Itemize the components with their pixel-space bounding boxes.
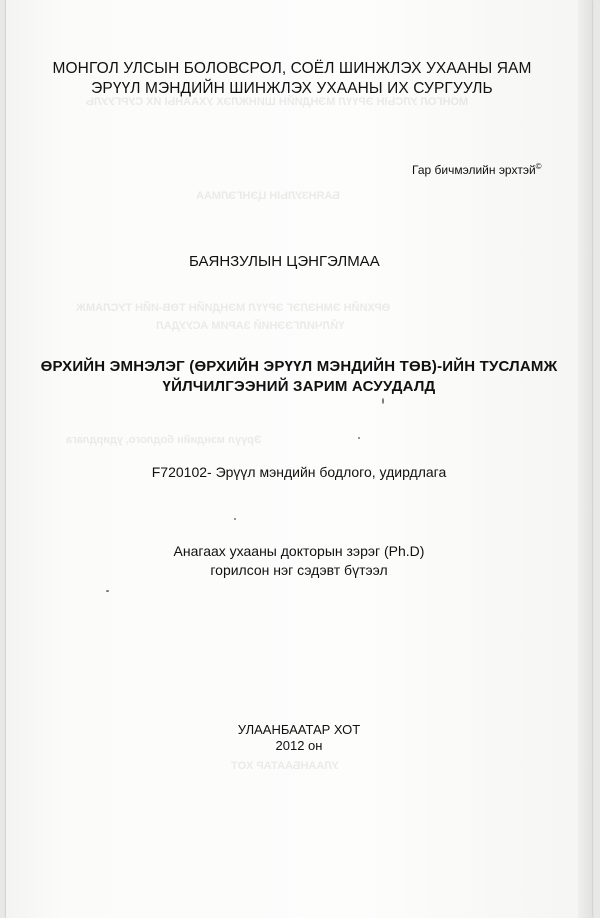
- thesis-title-line-2: ҮЙЛЧИЛГЭЭНИЙ ЗАРИМ АСУУДАЛД: [162, 378, 436, 395]
- bleed-through-3: ӨРХИЙН ЭМНЭЛЭГ ЭРҮҮЛ МЭНДИЙН ТӨВ-ИЙН ТУСЛАМЖ: [76, 302, 391, 314]
- copyright-symbol: ©: [535, 162, 542, 171]
- page-edge-shadow: [578, 0, 592, 918]
- institution-line-1: МОНГОЛ УЛСЫН БОЛОВСРОЛ, СОЁЛ ШИНЖЛЭХ УХААНЫ ЯАМ: [52, 60, 532, 77]
- bleed-through-4: ҮЙЛЧИЛГЭЭНИЙ ЗАРИМ АСУУДАЛ: [156, 320, 345, 332]
- bleed-through-2: БАЯНЗУЛЫН ЦЭНГЭЛМАА: [196, 190, 340, 202]
- scan-speck: [106, 590, 109, 592]
- document-page: [6, 0, 592, 918]
- institution-line-2: ЭРҮҮЛ МЭНДИЙН ШИНЖЛЭХ УХААНЫ ИХ СУРГУУЛЬ: [91, 80, 493, 97]
- scan-speck: [382, 398, 384, 404]
- bleed-through-6: УЛААНБААТАР ХОТ: [231, 760, 339, 772]
- city: УЛААНБААТАР ХОТ: [237, 722, 361, 737]
- copyright-text: Гар бичмэлийн эрхтэй: [412, 163, 536, 177]
- bleed-through-5: Эрүүл мэндийн бодлого, удирдлага: [66, 434, 262, 446]
- copyright-note: [412, 162, 542, 177]
- scan-speck: [234, 518, 236, 520]
- year: 2012 он: [275, 738, 323, 753]
- specialty-code: F720102- Эрүүл мэндийн бодлого, удирдлага: [151, 464, 447, 480]
- scan-speck: [358, 437, 360, 439]
- thesis-title-line-1: ӨРХИЙН ЭМНЭЛЭГ (ӨРХИЙН ЭРҮҮЛ МЭНДИЙН ТӨВ)-ИЙН ТУСЛАМЖ: [40, 358, 558, 375]
- bleed-through-1: МОНГОЛ УЛСЫН ЭРҮҮЛ МЭНДИЙН ШИНЖЛЭХ УХААНЫ ИХ СУРГУУЛЬ: [86, 96, 469, 108]
- degree-line-1: Анагаах ухааны докторын зэрэг (Ph.D): [173, 543, 425, 559]
- degree-line-2: горилсон нэг сэдэвт бүтээл: [210, 562, 388, 578]
- author-name: БАЯНЗУЛЫН ЦЭНГЭЛМАА: [189, 253, 380, 270]
